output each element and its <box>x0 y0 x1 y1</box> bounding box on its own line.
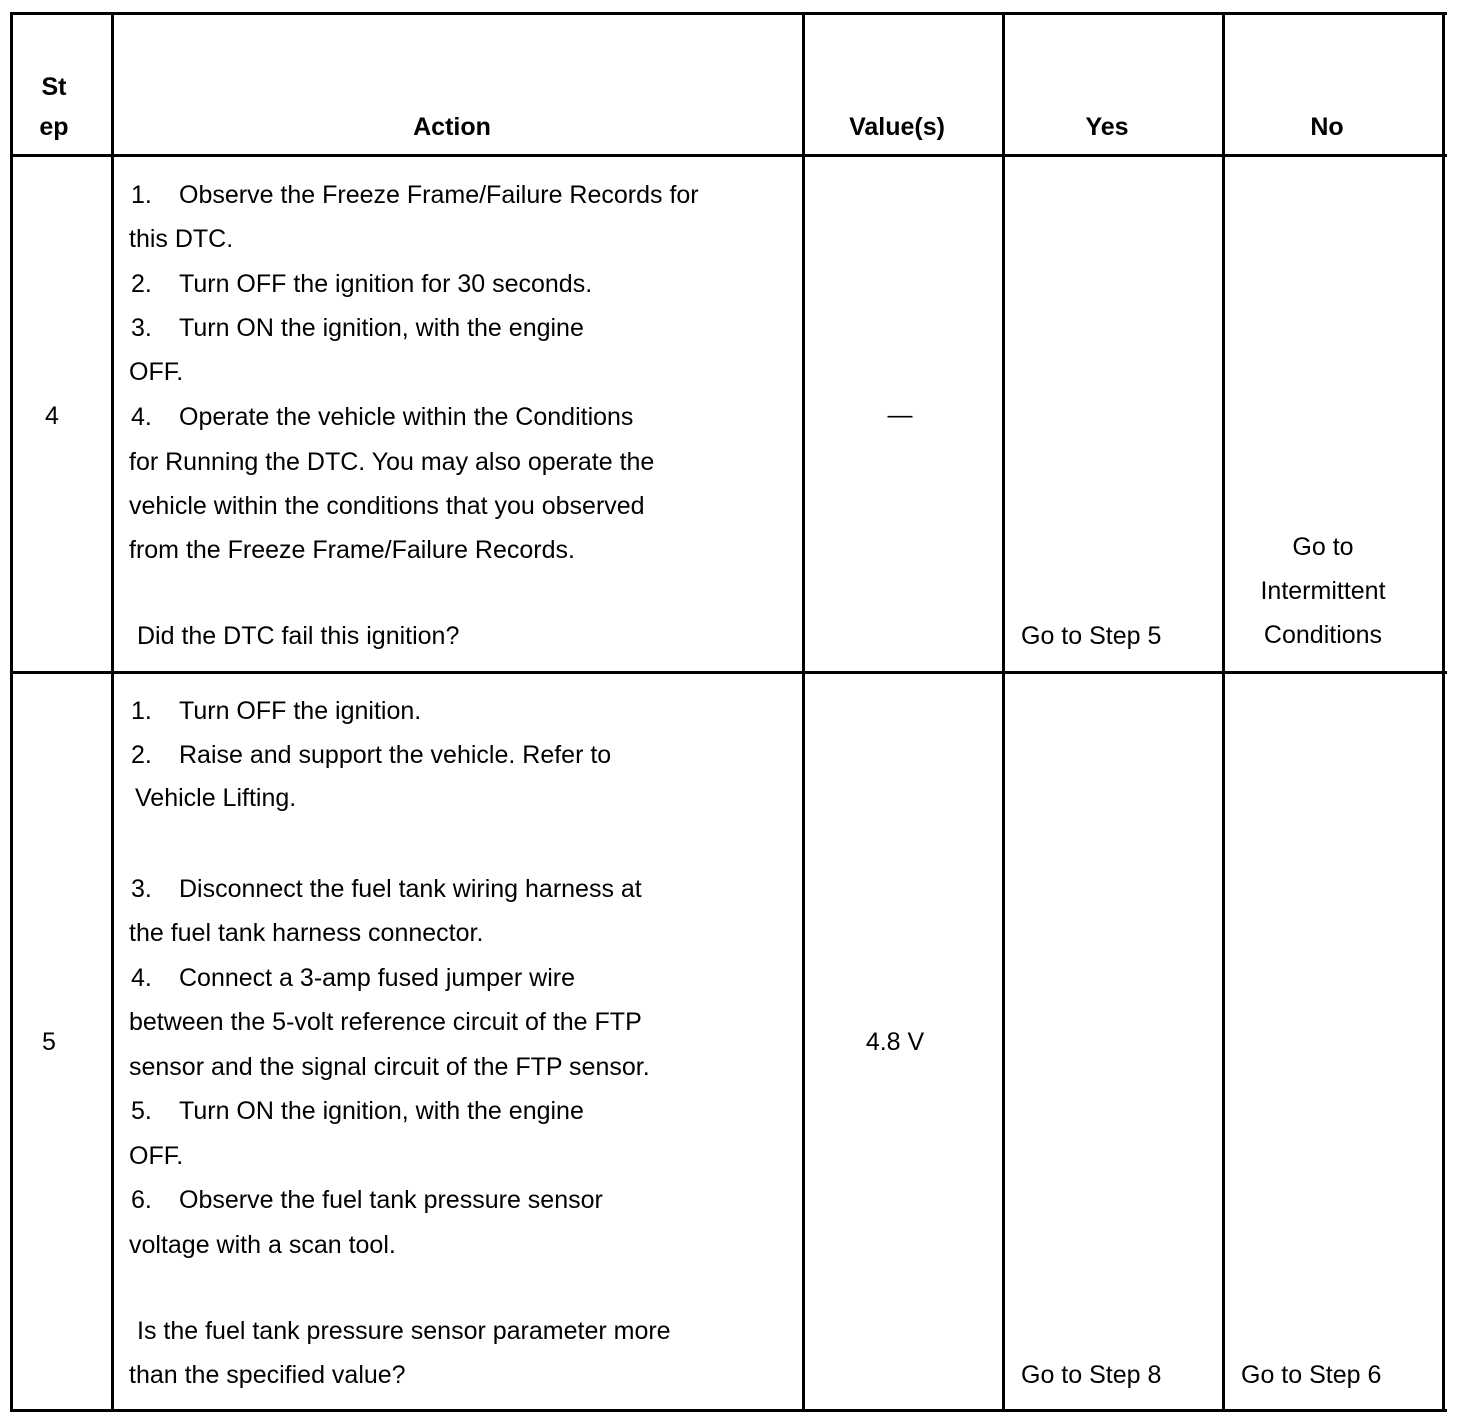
action-question: than the specified value? <box>129 1361 406 1389</box>
action-line-text: Connect a 3-amp fused jumper wire <box>179 964 576 992</box>
action-line-number: 4. <box>131 403 152 431</box>
row-divider <box>10 671 1447 674</box>
yes-cell: Go to Step 5 <box>1021 622 1162 650</box>
action-line-text: Turn OFF the ignition for 30 seconds. <box>179 270 593 298</box>
action-line-number: 3. <box>131 314 152 342</box>
action-line: this DTC. <box>129 225 234 253</box>
table-border-left <box>10 12 13 1412</box>
action-line-number: 4. <box>131 964 152 992</box>
action-line <box>131 963 575 993</box>
action-line-number: 6. <box>131 1186 152 1214</box>
action-line-text: Operate the vehicle within the Conditions <box>179 403 634 431</box>
action-line <box>131 874 642 904</box>
header-no: No <box>1310 113 1344 141</box>
no-cell-line: Intermittent <box>1260 577 1386 605</box>
action-line: voltage with a scan tool. <box>129 1231 396 1259</box>
action-line-number: 1. <box>131 697 152 725</box>
step-number: 4 <box>45 402 59 430</box>
action-line-number: 2. <box>131 270 152 298</box>
action-line-text: Observe the Freeze Frame/Failure Records for <box>179 181 699 209</box>
header-step-line1: St <box>41 73 67 101</box>
action-line: the fuel tank harness connector. <box>129 919 484 947</box>
action-line-text: Turn ON the ignition, with the engine <box>179 1097 584 1125</box>
action-line: OFF. <box>129 358 184 386</box>
action-line <box>131 402 633 432</box>
no-cell: Go to Step 6 <box>1241 1361 1382 1389</box>
column-divider-values <box>1002 12 1005 1412</box>
no-cell <box>1225 532 1421 650</box>
action-line-number: 5. <box>131 1097 152 1125</box>
action-line: vehicle within the conditions that you observed <box>129 492 645 520</box>
value-cell: — <box>887 401 913 429</box>
action-line-text: Turn OFF the ignition. <box>179 697 422 725</box>
action-line <box>131 269 592 299</box>
column-divider-action <box>802 12 805 1412</box>
header-values: Value(s) <box>849 113 945 141</box>
header-yes: Yes <box>1085 113 1129 141</box>
header-divider <box>10 154 1447 157</box>
column-divider-step <box>111 12 114 1412</box>
table-border-top <box>10 12 1447 15</box>
no-cell-line: Go to <box>1292 533 1354 561</box>
action-line <box>131 313 584 343</box>
table-border-bottom <box>10 1409 1447 1412</box>
step-number: 5 <box>42 1028 56 1056</box>
action-line-text: Raise and support the vehicle. Refer to <box>179 741 612 769</box>
action-question: Is the fuel tank pressure sensor parameter more <box>137 1317 671 1345</box>
action-line <box>131 740 611 770</box>
action-line: Vehicle Lifting. <box>135 784 297 812</box>
action-line: between the 5-volt reference circuit of the FTP <box>129 1008 642 1036</box>
action-line-text: Turn ON the ignition, with the engine <box>179 314 584 342</box>
action-line <box>131 696 421 726</box>
column-divider-yes <box>1222 12 1225 1412</box>
header-action: Action <box>413 113 491 141</box>
action-line <box>131 180 699 210</box>
action-line: for Running the DTC. You may also operate the <box>129 448 655 476</box>
header-step-line2: ep <box>39 113 69 141</box>
action-line-number: 2. <box>131 741 152 769</box>
action-line <box>131 1096 584 1126</box>
action-line-text: Disconnect the fuel tank wiring harness at <box>179 875 642 903</box>
action-line <box>131 1185 603 1215</box>
header-step <box>14 72 94 142</box>
action-line: sensor and the signal circuit of the FTP sensor. <box>129 1053 650 1081</box>
action-line-text: Observe the fuel tank pressure sensor <box>179 1186 603 1214</box>
table-border-right <box>1442 12 1445 1412</box>
action-line-number: 1. <box>131 181 152 209</box>
no-cell-line: Conditions <box>1263 621 1383 649</box>
action-line: OFF. <box>129 1142 184 1170</box>
action-line-number: 3. <box>131 875 152 903</box>
yes-cell: Go to Step 8 <box>1021 1361 1162 1389</box>
value-cell: 4.8 V <box>865 1028 925 1056</box>
action-line: from the Freeze Frame/Failure Records. <box>129 536 575 564</box>
action-question: Did the DTC fail this ignition? <box>137 622 460 650</box>
